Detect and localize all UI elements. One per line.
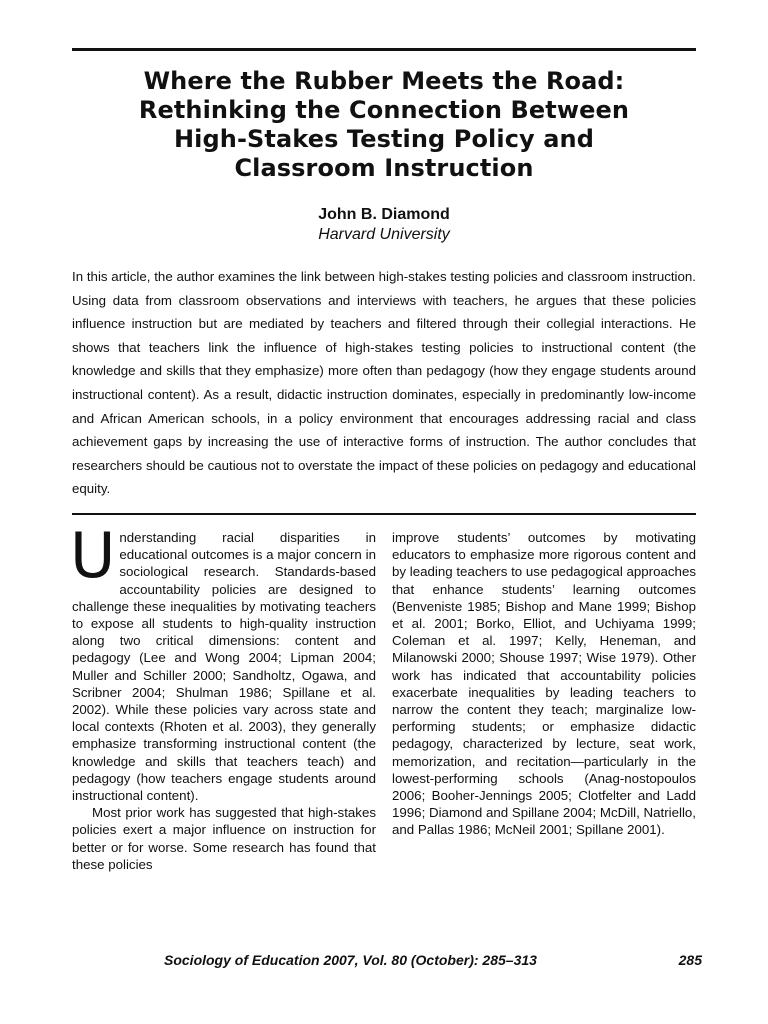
author-affiliation: Harvard University (318, 226, 450, 243)
paragraph-text: nderstanding racial disparities in educational outcomes is a major concern in sociological research. Standards-based accountability policies are designed to challenge these inequalities by motivating teachers to expose all students to high-quality instruction along two critical dimensions: content and pedagogy (Lee and Wong 2004; Lipman 2004; Muller and Schiller 2000; Sandholtz, Ogawa, and Scribner 2004; Shulman 1986; Spillane et al. 2002). While these policies vary across state and local contexts (Rhoten et al. 2003), they generally emphasize transforming instructional content (the knowledge and skills that teachers teach) and pedagogy (how teachers engage students around instructional content). (72, 529, 376, 803)
article-title (72, 67, 696, 183)
body-columns (70, 518, 696, 873)
author-name: John B. Diamond (318, 206, 450, 223)
title-line-1: Where the Rubber Meets the Road: (143, 67, 625, 95)
journal-citation: Sociology of Education 2007, Vol. 80 (October): 285–313 (164, 952, 537, 968)
title-line-2: Rethinking the Connection Between (138, 96, 630, 124)
top-rule (72, 48, 696, 51)
drop-cap: U (70, 518, 116, 592)
paragraph: Most prior work has suggested that high-stakes policies exert a major influence on instruction for better or for worse. Some research has found that these policies (72, 805, 376, 872)
title-line-4: Classroom Instruction (234, 154, 534, 182)
right-column (392, 529, 696, 873)
left-column (70, 518, 376, 873)
section-rule (72, 513, 696, 515)
abstract: In this article, the author examines the link between high-stakes testing policies and classroom instruction. Using data from classroom observations and interviews with teachers, he argues that these policies influence instruction but are mediated by teachers and filtered through their collegial interactions. He shows that teachers link the influence of high-stakes testing policies to instructional content (the knowledge and skills that they emphasize) more often than pedagogy (how they engage students around instructional content). As a result, didactic instruction dominates, especially in predominantly low-income and African American schools, in a policy environment that encourages addressing racial and class achievement gaps by increasing the use of interactive forms of instruction. The author concludes that researchers should be cautious not to overstate the impact of these policies on pedagogy and educational equity. (72, 269, 696, 497)
title-line-3: High-Stakes Testing Policy and (173, 125, 594, 153)
paragraph (70, 518, 376, 804)
article-page (72, 48, 696, 873)
paragraph: improve students’ outcomes by motivating educators to emphasize more rigorous content and by leading teachers to use pedagogical approaches that enhance students’ learning outcomes (Benveniste 1985; Bishop and Mane 1999; Bishop et al. 2001; Borko, Elliot, and Uchiyama 1999; Coleman et al. 1997; Kelly, Heneman, and Milanowski 2000; Shouse 1997; Wise 1979). Other work has indicated that accountability policies exacerbate inequalities by leading teachers to narrow the content they teach; marginalize low-performing students; or emphasize didactic pedagogy, characterized by lecture, seat work, memorization, and recitation—particularly in the lowest-performing schools (Anag-nostopoulos 2006; Booher-Jennings 2005; Clotfelter and Ladd 1996; Diamond and Spillane 2004; McDill, Natriello, and Pallas 1986; McNeil 2001; Spillane 2001). (392, 529, 696, 838)
page-number: 285 (678, 952, 702, 968)
